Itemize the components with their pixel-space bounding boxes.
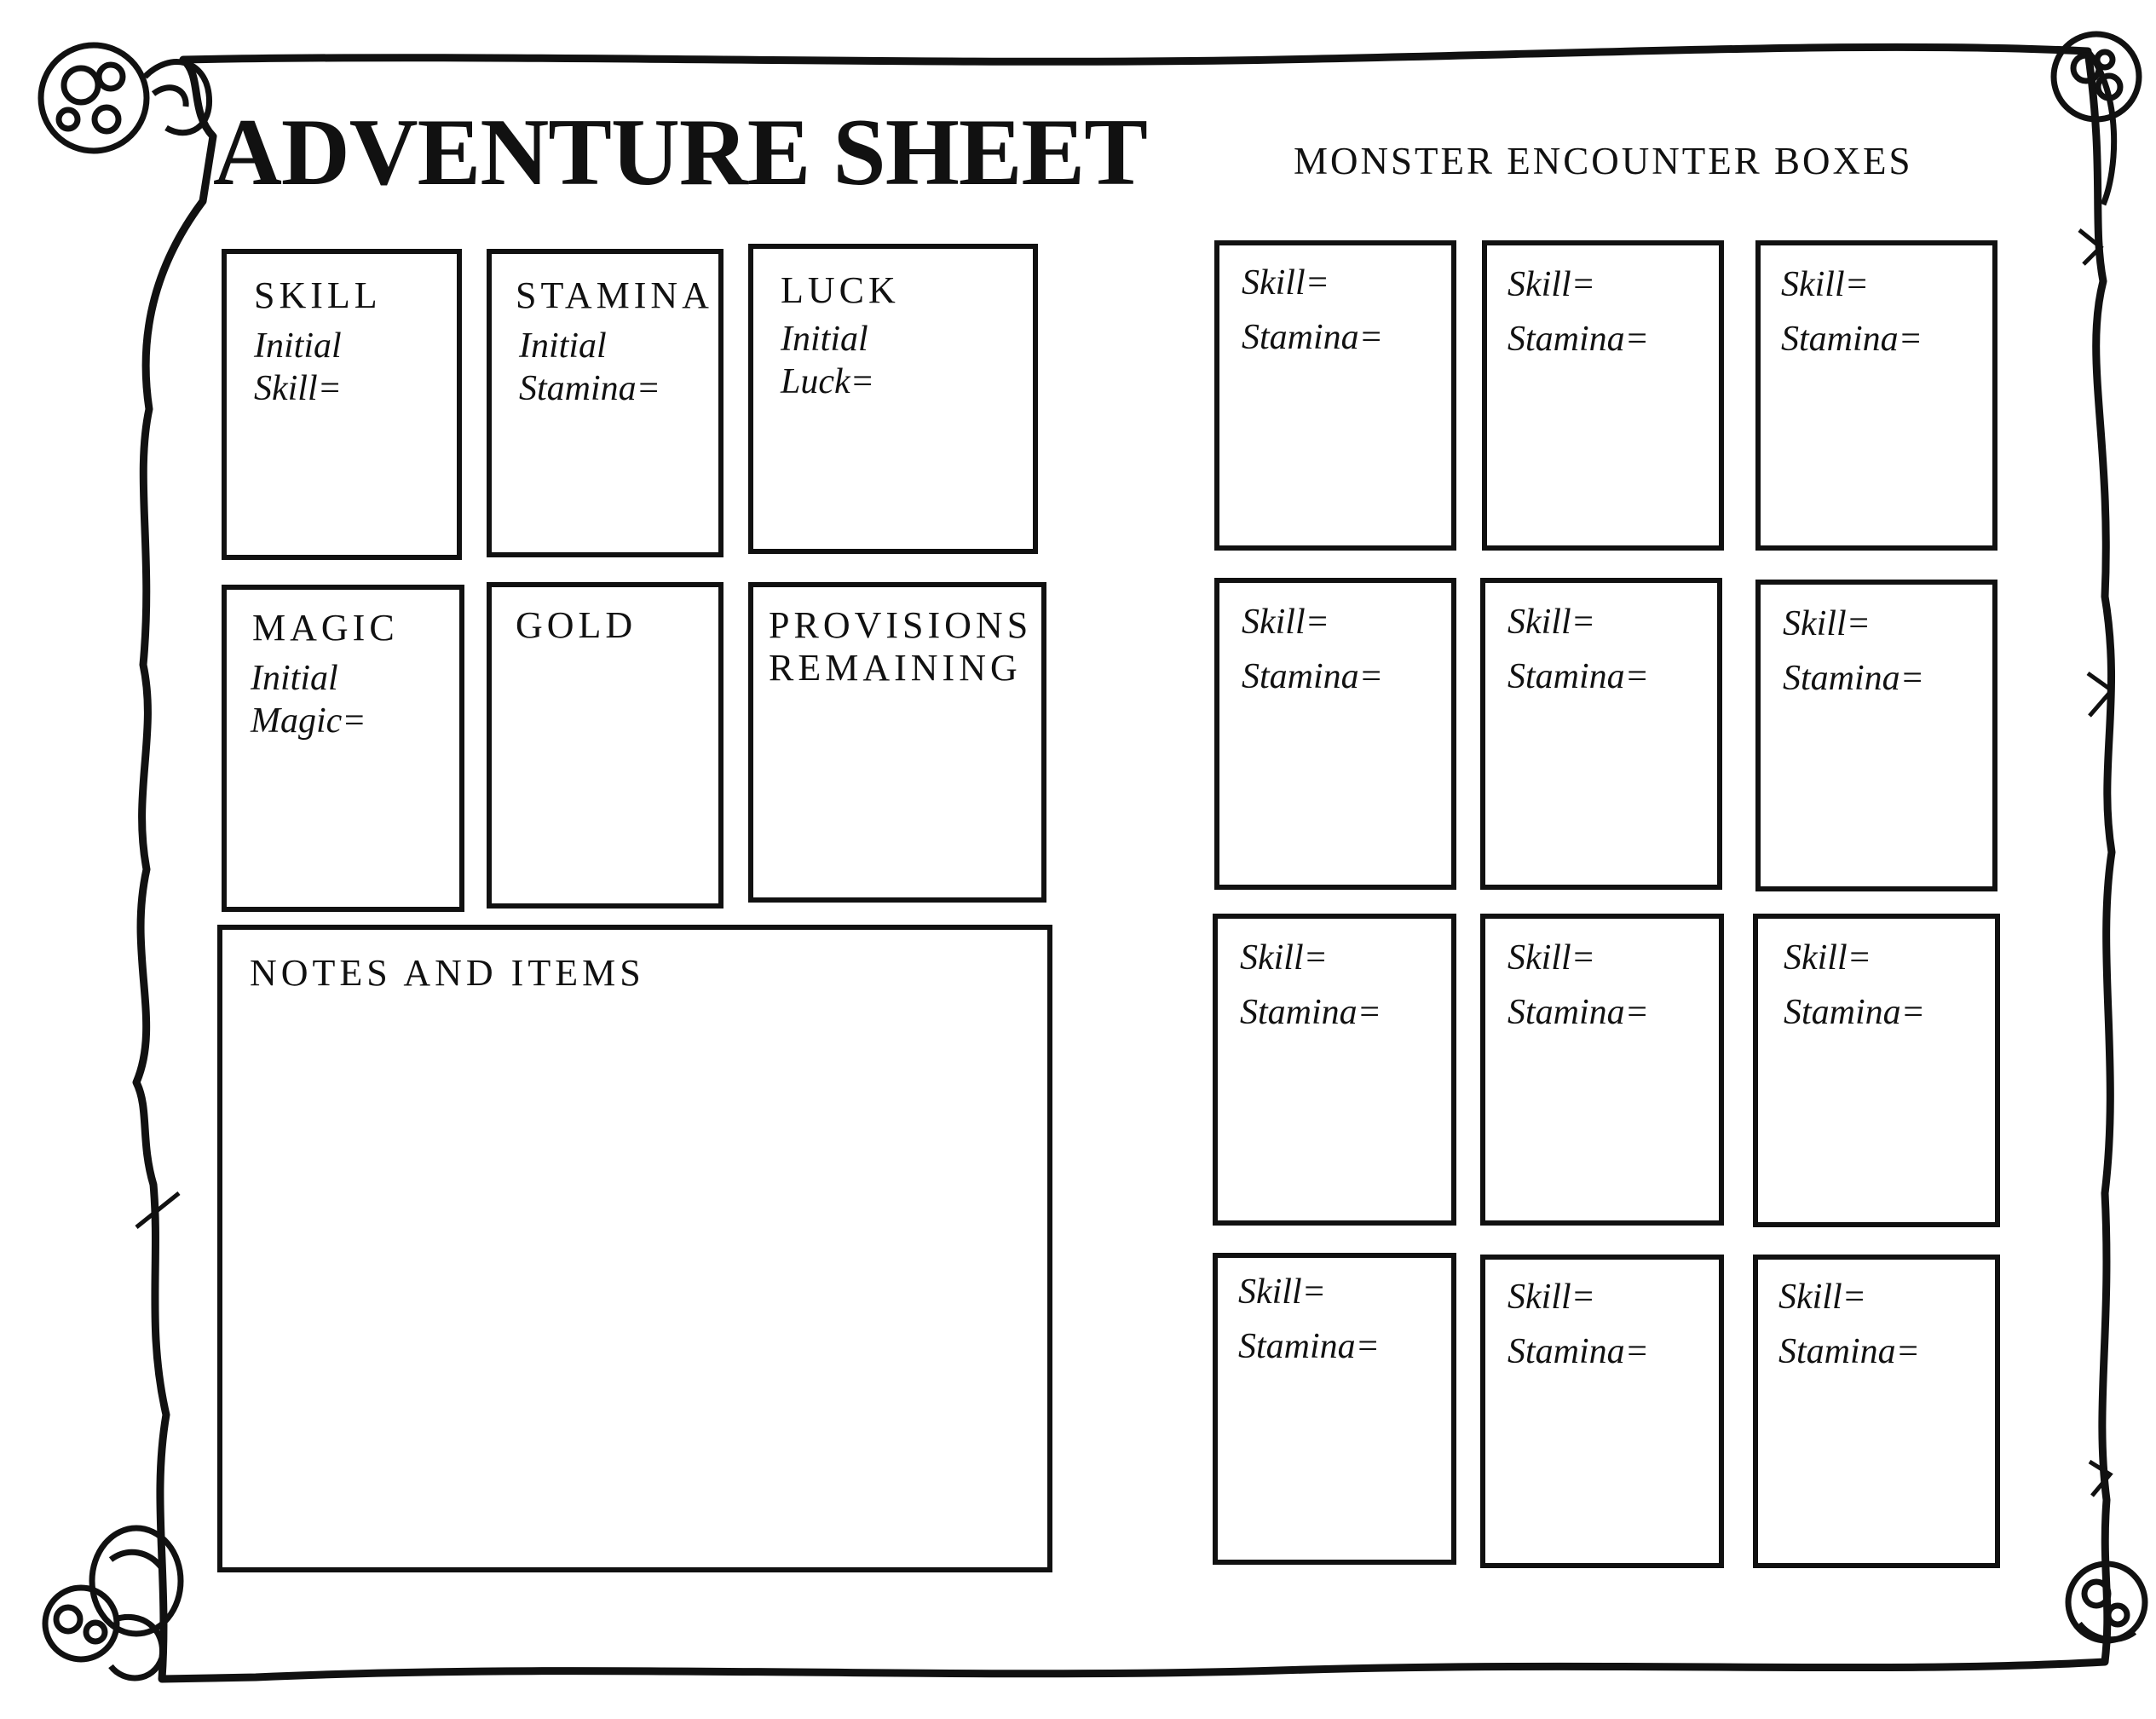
initial-stamina-label-line1: Initial bbox=[519, 326, 607, 366]
magic-box[interactable] bbox=[222, 585, 464, 912]
monster-box-9[interactable] bbox=[1753, 914, 2000, 1227]
provisions-heading-line2: REMAINING bbox=[769, 647, 1022, 689]
initial-luck-label-line2: Luck= bbox=[781, 362, 874, 401]
stamina-box[interactable] bbox=[487, 249, 723, 557]
notes-and-items-box[interactable] bbox=[217, 925, 1052, 1572]
initial-skill-label-line2: Skill= bbox=[254, 369, 342, 408]
monster-box-11[interactable] bbox=[1480, 1255, 1724, 1568]
stamina-heading: STAMINA bbox=[516, 274, 713, 316]
monster-box-6[interactable] bbox=[1755, 580, 1997, 891]
monster-box-1[interactable] bbox=[1214, 240, 1456, 551]
skill-box[interactable] bbox=[222, 249, 462, 560]
monster-skill-label: Skill= bbox=[1507, 1278, 1595, 1317]
page-title: ADVENTURE SHEET bbox=[213, 100, 1147, 205]
magic-heading: MAGIC bbox=[252, 607, 399, 649]
monster-box-10[interactable] bbox=[1213, 1253, 1456, 1565]
monster-skill-label: Skill= bbox=[1242, 263, 1329, 303]
initial-magic-label-line1: Initial bbox=[251, 659, 338, 698]
monster-stamina-label: Stamina= bbox=[1507, 993, 1650, 1032]
skill-heading: SKILL bbox=[254, 274, 382, 316]
monster-stamina-label: Stamina= bbox=[1507, 657, 1650, 696]
monster-stamina-label: Stamina= bbox=[1781, 320, 1923, 359]
monster-skill-label: Skill= bbox=[1783, 604, 1871, 643]
initial-stamina-label-line2: Stamina= bbox=[519, 369, 661, 408]
luck-box[interactable] bbox=[748, 244, 1038, 554]
initial-luck-label-line1: Initial bbox=[781, 320, 868, 359]
monster-skill-label: Skill= bbox=[1240, 938, 1328, 978]
monster-box-8[interactable] bbox=[1480, 914, 1724, 1226]
monster-stamina-label: Stamina= bbox=[1240, 993, 1382, 1032]
monster-box-7[interactable] bbox=[1213, 914, 1456, 1226]
monster-skill-label: Skill= bbox=[1784, 938, 1871, 978]
monster-skill-label: Skill= bbox=[1242, 603, 1329, 642]
monster-box-12[interactable] bbox=[1753, 1255, 2000, 1568]
monster-box-3[interactable] bbox=[1755, 240, 1997, 551]
monster-stamina-label: Stamina= bbox=[1783, 659, 1925, 698]
initial-skill-label-line1: Initial bbox=[254, 326, 342, 366]
monster-stamina-label: Stamina= bbox=[1778, 1332, 1921, 1371]
monster-skill-label: Skill= bbox=[1507, 265, 1595, 304]
monster-stamina-label: Stamina= bbox=[1238, 1327, 1381, 1366]
scroll-knob-top-left-icon bbox=[41, 45, 210, 151]
monster-skill-label: Skill= bbox=[1507, 603, 1595, 642]
provisions-box[interactable] bbox=[748, 582, 1046, 903]
monster-stamina-label: Stamina= bbox=[1784, 993, 1926, 1032]
monster-encounter-heading: MONSTER ENCOUNTER BOXES bbox=[1294, 140, 1913, 182]
gold-box[interactable] bbox=[487, 582, 723, 909]
luck-heading: LUCK bbox=[781, 269, 900, 311]
monster-stamina-label: Stamina= bbox=[1507, 1332, 1650, 1371]
initial-magic-label-line2: Magic= bbox=[251, 701, 366, 741]
provisions-heading-line1: PROVISIONS bbox=[769, 604, 1033, 646]
monster-box-2[interactable] bbox=[1482, 240, 1724, 551]
monster-box-5[interactable] bbox=[1480, 578, 1722, 890]
gold-heading: GOLD bbox=[516, 604, 637, 646]
notes-and-items-heading: NOTES AND ITEMS bbox=[250, 952, 645, 994]
monster-skill-label: Skill= bbox=[1781, 265, 1869, 304]
monster-skill-label: Skill= bbox=[1507, 938, 1595, 978]
monster-stamina-label: Stamina= bbox=[1507, 320, 1650, 359]
monster-box-4[interactable] bbox=[1214, 578, 1456, 890]
monster-skill-label: Skill= bbox=[1778, 1278, 1866, 1317]
monster-stamina-label: Stamina= bbox=[1242, 657, 1384, 696]
monster-stamina-label: Stamina= bbox=[1242, 318, 1384, 357]
monster-skill-label: Skill= bbox=[1238, 1272, 1326, 1312]
